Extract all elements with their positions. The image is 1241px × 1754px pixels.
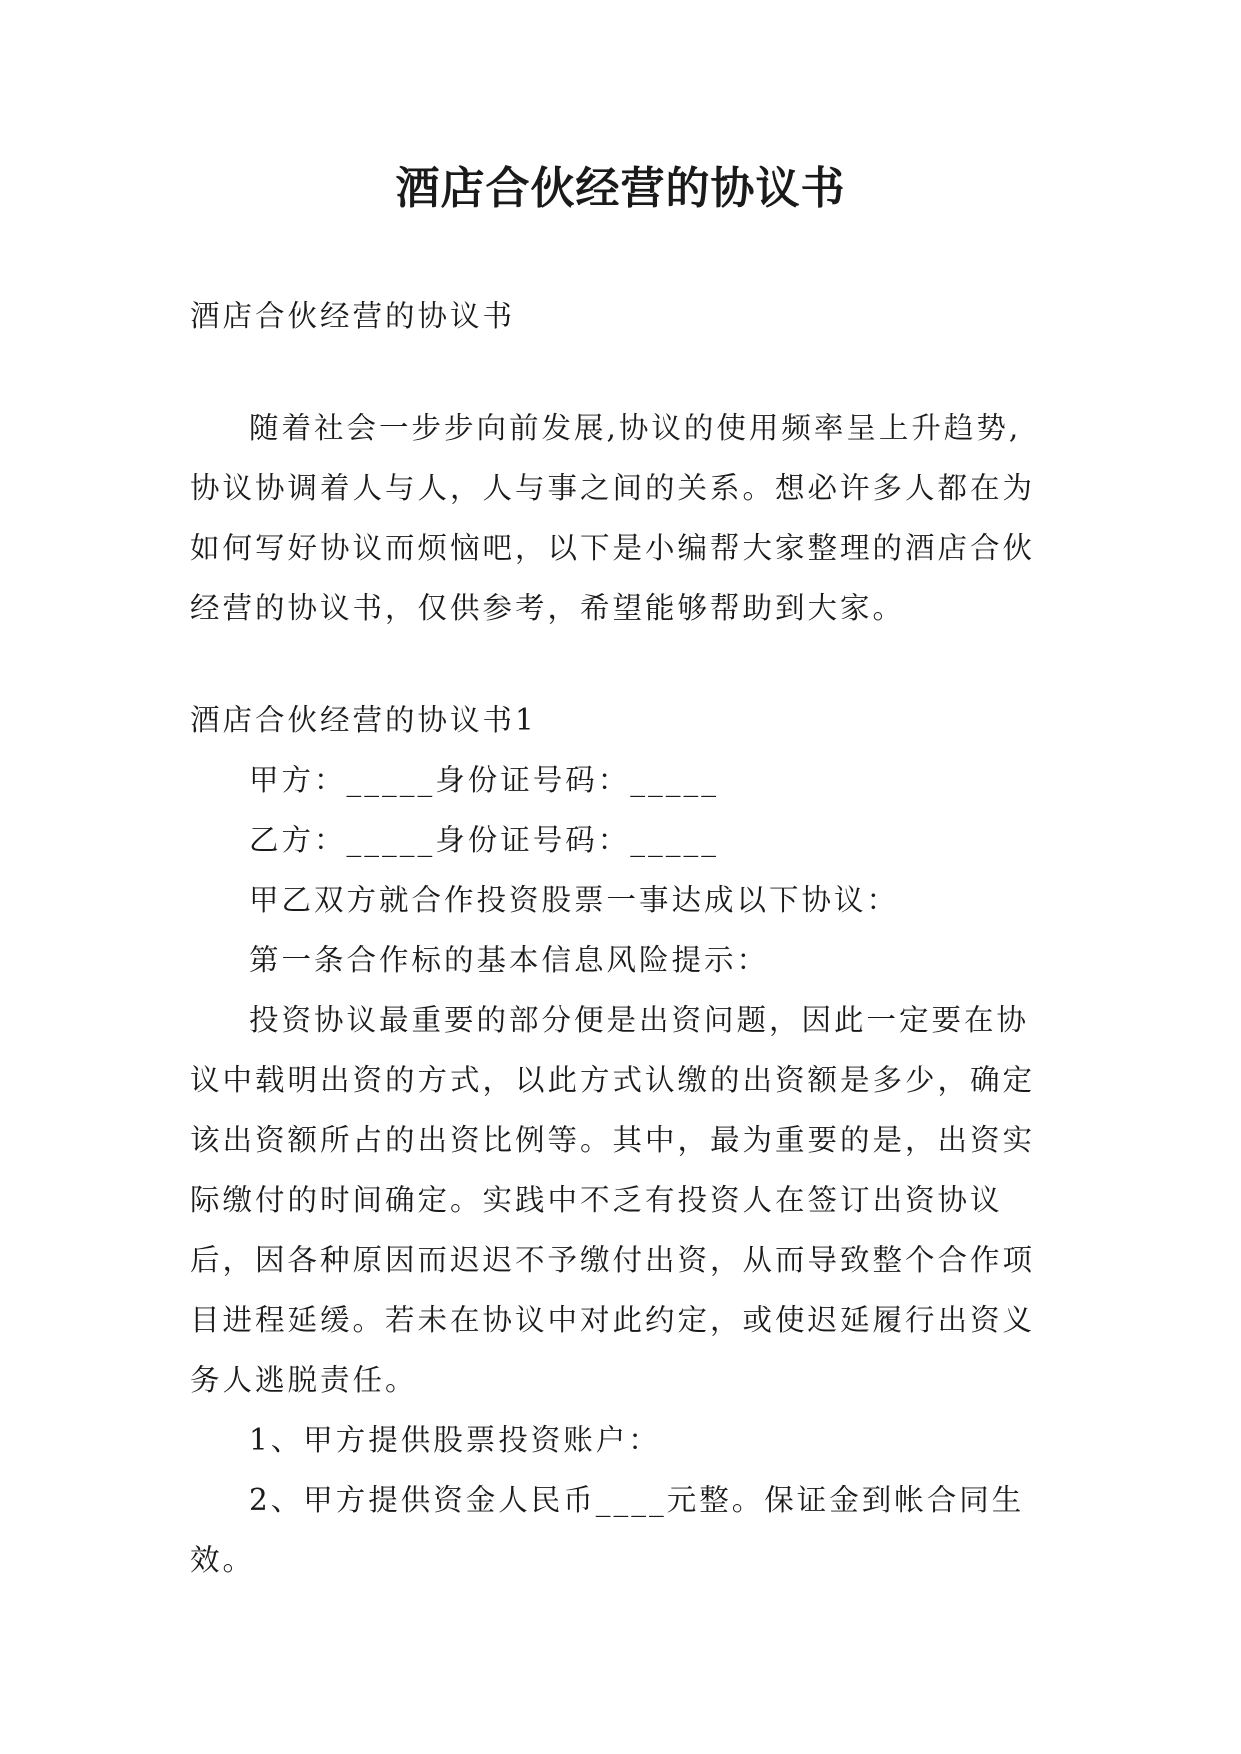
- document-subtitle: 酒店合伙经营的协议书: [190, 299, 516, 333]
- clause-item-1: 1、甲方提供股票投资账户：: [249, 1423, 661, 1457]
- article-1-body: 投资协议最重要的部分便是出资问题，因此一定要在协议中载明出资的方式，以此方式认缴的出资额是多少，确定该出资额所占的出资比例等。其中，最为重要的是，出资实际缴付的时间确定。实践中不乏有投资人在签订出资协议后，因各种原因而迟迟不予缴付出资，从而导致整个合作项目进程延缓。若未在协议中对此约定，或使迟延履行出资义务人逃脱责任。: [190, 1003, 1036, 1397]
- party-a-line: 甲方：_____身份证号码：_____: [249, 763, 720, 797]
- agreement-intro: 甲乙双方就合作投资股票一事达成以下协议：: [249, 883, 900, 917]
- clause-item-2: 2、甲方提供资金人民币____元整。保证金到帐合同生效。: [190, 1483, 1025, 1577]
- document-body: [190, 286, 1052, 1590]
- party-b-line: 乙方：_____身份证号码：_____: [249, 823, 720, 857]
- section-heading: 酒店合伙经营的协议书1: [190, 703, 537, 737]
- article-1-title: 第一条合作标的基本信息风险提示：: [249, 943, 770, 977]
- intro-paragraph: 随着社会一步步向前发展,协议的使用频率呈上升趋势,协议协调着人与人，人与事之间的关系。想必许多人都在为如何写好协议而烦恼吧，以下是小编帮大家整理的酒店合伙经营的协议书，仅供参考，希望能够帮助到大家。: [190, 411, 1036, 625]
- document-title: 酒店合伙经营的协议书: [395, 163, 846, 214]
